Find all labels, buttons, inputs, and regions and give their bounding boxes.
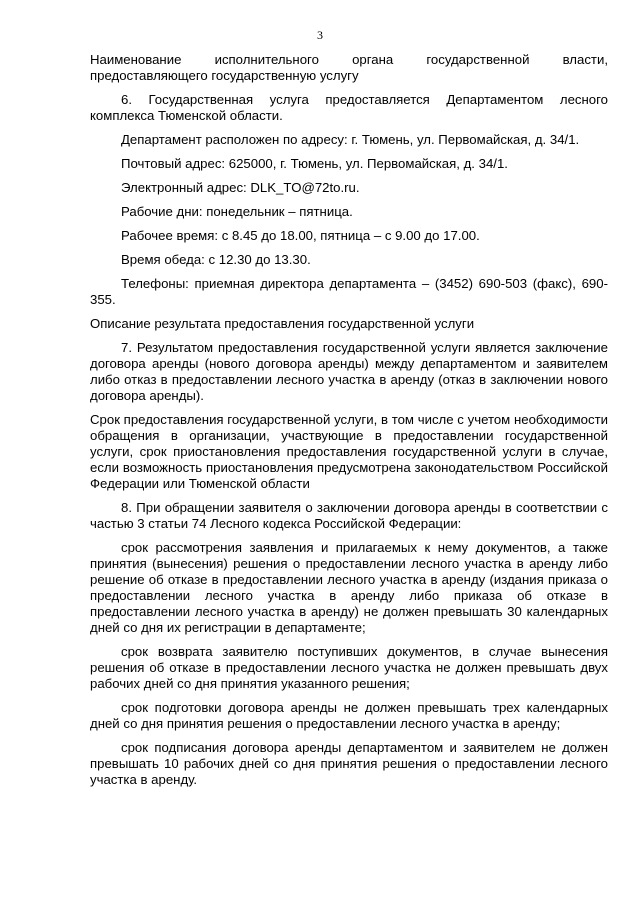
work-days: Рабочие дни: понедельник – пятница. — [121, 204, 353, 219]
work-time: Рабочее время: с 8.45 до 18.00, пятница – с 9.00 до 17.00. — [121, 228, 480, 243]
paragraph-8: 8. При обращении заявителя о заключении договора аренды в соответствии с частью 3 статьи 74 Лесного кодекса Российской Федерации: — [90, 500, 608, 531]
phones: Телефоны: приемная директора департамента – (3452) 690-503 (факс), 690-355. — [90, 276, 608, 307]
term-return: срок возврата заявителю поступивших документов, в случае вынесения решения об отказе в предоставлении лесного участка не должен превышать двух рабочих дней со дня принятия указанного решения; — [90, 644, 608, 691]
page-number: 3 — [317, 28, 323, 42]
section-heading-result: Описание результата предоставления государственной услуги — [90, 316, 475, 331]
section-heading-executive-body: Наименование исполнительного органа государственной власти, предоставляющего государственную услугу — [90, 52, 608, 83]
postal-address: Почтовый адрес: 625000, г. Тюмень, ул. Первомайская, д. 34/1. — [121, 156, 508, 171]
department-address: Департамент расположен по адресу: г. Тюмень, ул. Первомайская, д. 34/1. — [121, 132, 580, 147]
paragraph-6: 6. Государственная услуга предоставляется Департаментом лесного комплекса Тюменской области. — [90, 92, 608, 123]
term-review: срок рассмотрения заявления и прилагаемых к нему документов, а также принятия (вынесения) решения о предоставлении лесного участка в аренду либо решение об отказе в предоставлении лесного участка в аренду (издания приказа о предоставлении лесного участка в аренду либо приказа об отказе в предоставлении лесного участка в аренду) не должен превышать 30 календарных дней со дня их регистрации в департаменте; — [90, 540, 608, 635]
term-prepare: срок подготовки договора аренды не должен превышать трех календарных дней со дня принятия решения о предоставлении лесного участка в аренду; — [90, 700, 608, 731]
email-address: Электронный адрес: DLK_TO@72to.ru. — [121, 180, 360, 195]
lunch-time: Время обеда: с 12.30 до 13.30. — [121, 252, 311, 267]
section-heading-term: Срок предоставления государственной услуги, в том числе с учетом необходимости обращения в организации, участвующие в предоставлении государственной услуги, срок приостановления предоставления государственной услуги в случае, если возможность приостановления предусмотрена законодательством Российской Федерации или Тюменской области — [90, 412, 608, 491]
term-sign: срок подписания договора аренды департаментом и заявителем не должен превышать 10 рабочих дней со дня принятия решения о предоставлении лесного участка в аренду. — [90, 740, 608, 787]
document-body — [90, 52, 608, 796]
paragraph-7: 7. Результатом предоставления государственной услуги является заключение договора аренды (нового договора аренды) между департаментом и заявителем либо отказ в предоставлении лесного участка в аренду (отказ в заключении нового договора аренды). — [90, 340, 608, 403]
